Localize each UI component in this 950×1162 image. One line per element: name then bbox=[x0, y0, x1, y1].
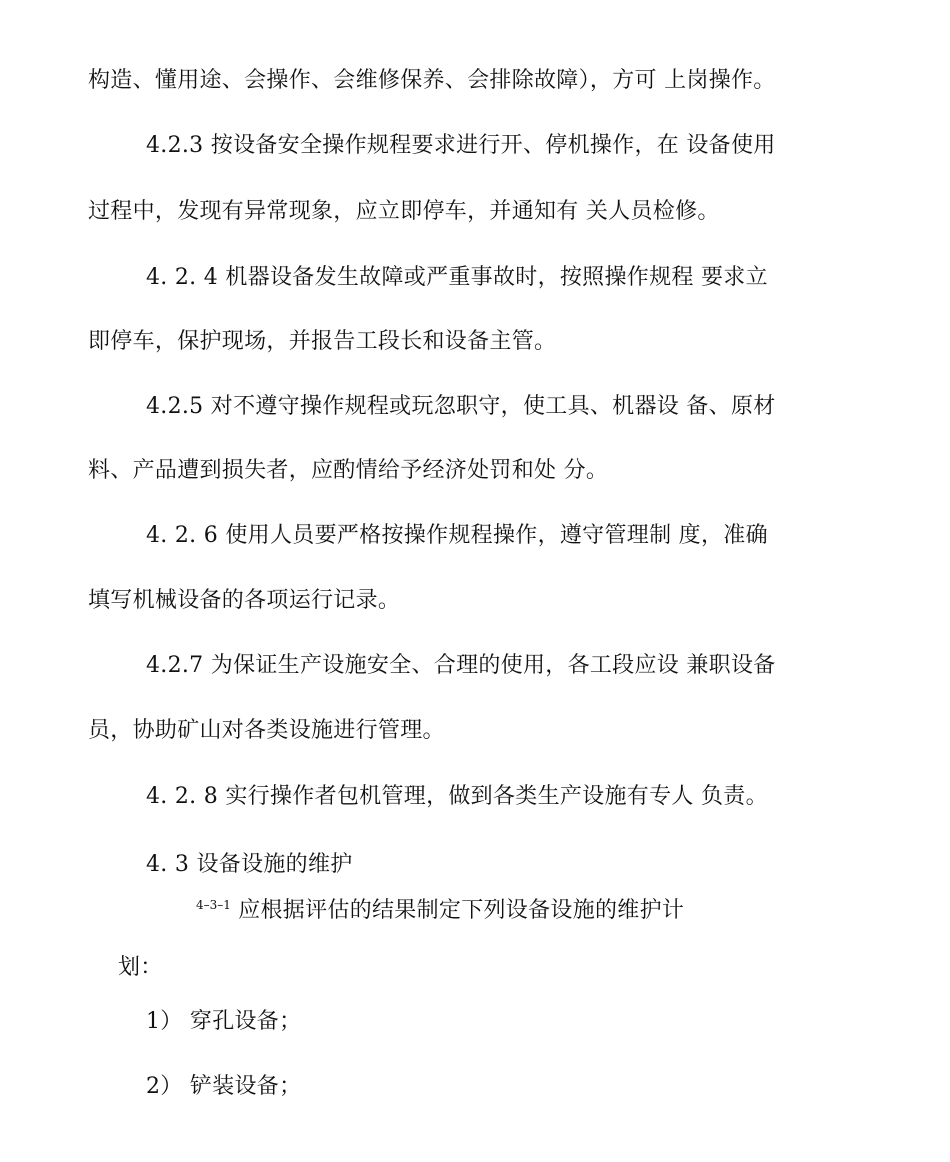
text-line: 划： bbox=[118, 955, 163, 980]
text-line: 员，协助矿山对各类设施进行管理。 bbox=[88, 718, 445, 743]
clause-number: 4. 2. 8 bbox=[146, 784, 219, 809]
paragraph-4-2-5: 4.2.5 对不遵守操作规程或玩忽职守，使工具、机器设 备、原材 bbox=[146, 394, 776, 419]
paragraph-4-3-1: $^{4-3-1}$ 应根据评估的结果制定下列设备设施的维护计 bbox=[196, 898, 685, 923]
clause-number: 4–3–1 bbox=[196, 898, 231, 912]
text-line: 料、产品遭到损失者，应酌情给予经济处罚和处 分。 bbox=[88, 458, 609, 483]
text-line: 即停车，保护现场，并报告工段长和设备主管。 bbox=[88, 329, 557, 354]
paragraph-4-2-6: 4. 2. 6 使用人员要严格按操作规程操作，遵守管理制 度，准确 bbox=[146, 523, 768, 548]
paragraph-4-2-3: 4.2.3 按设备安全操作规程要求进行开、停机操作，在 设备使用 bbox=[146, 133, 776, 158]
list-number: 2） bbox=[146, 1074, 183, 1099]
clause-number: 4.2.7 bbox=[146, 653, 204, 678]
clause-number: 4. 2. 6 bbox=[146, 523, 219, 548]
list-item: 1） 穿孔设备； bbox=[146, 1009, 302, 1034]
paragraph-4-2-8: 4. 2. 8 实行操作者包机管理，做到各类生产设施有专人 负责。 bbox=[146, 784, 768, 809]
paragraph-4-2-7: 4.2.7 为保证生产设施安全、合理的使用，各工段应设 兼职设备 bbox=[146, 653, 776, 678]
list-number: 1） bbox=[146, 1009, 183, 1034]
clause-number: 4.2.3 bbox=[146, 133, 204, 158]
text-line: 过程中，发现有异常现象，应立即停车，并通知有 关人员检修。 bbox=[88, 199, 720, 224]
section-heading-4-3 bbox=[146, 850, 353, 880]
clause-number: 4. 2. 4 bbox=[146, 265, 219, 290]
paragraph-4-2-4: 4. 2. 4 机器设备发生故障或严重事故时，按照操作规程 要求立 bbox=[146, 265, 768, 290]
text-line: 构造、懂用途、会操作、会维修保养、会排除故障），方可 上岗操作。 bbox=[88, 68, 776, 93]
text-line: 填写机械设备的各项运行记录。 bbox=[88, 588, 401, 613]
section-number: 4. 3 bbox=[146, 852, 190, 877]
section-title: 设备设施的维护 bbox=[196, 852, 353, 877]
clause-number: 4.2.5 bbox=[146, 394, 204, 419]
list-item: 2） 铲装设备； bbox=[146, 1074, 302, 1099]
